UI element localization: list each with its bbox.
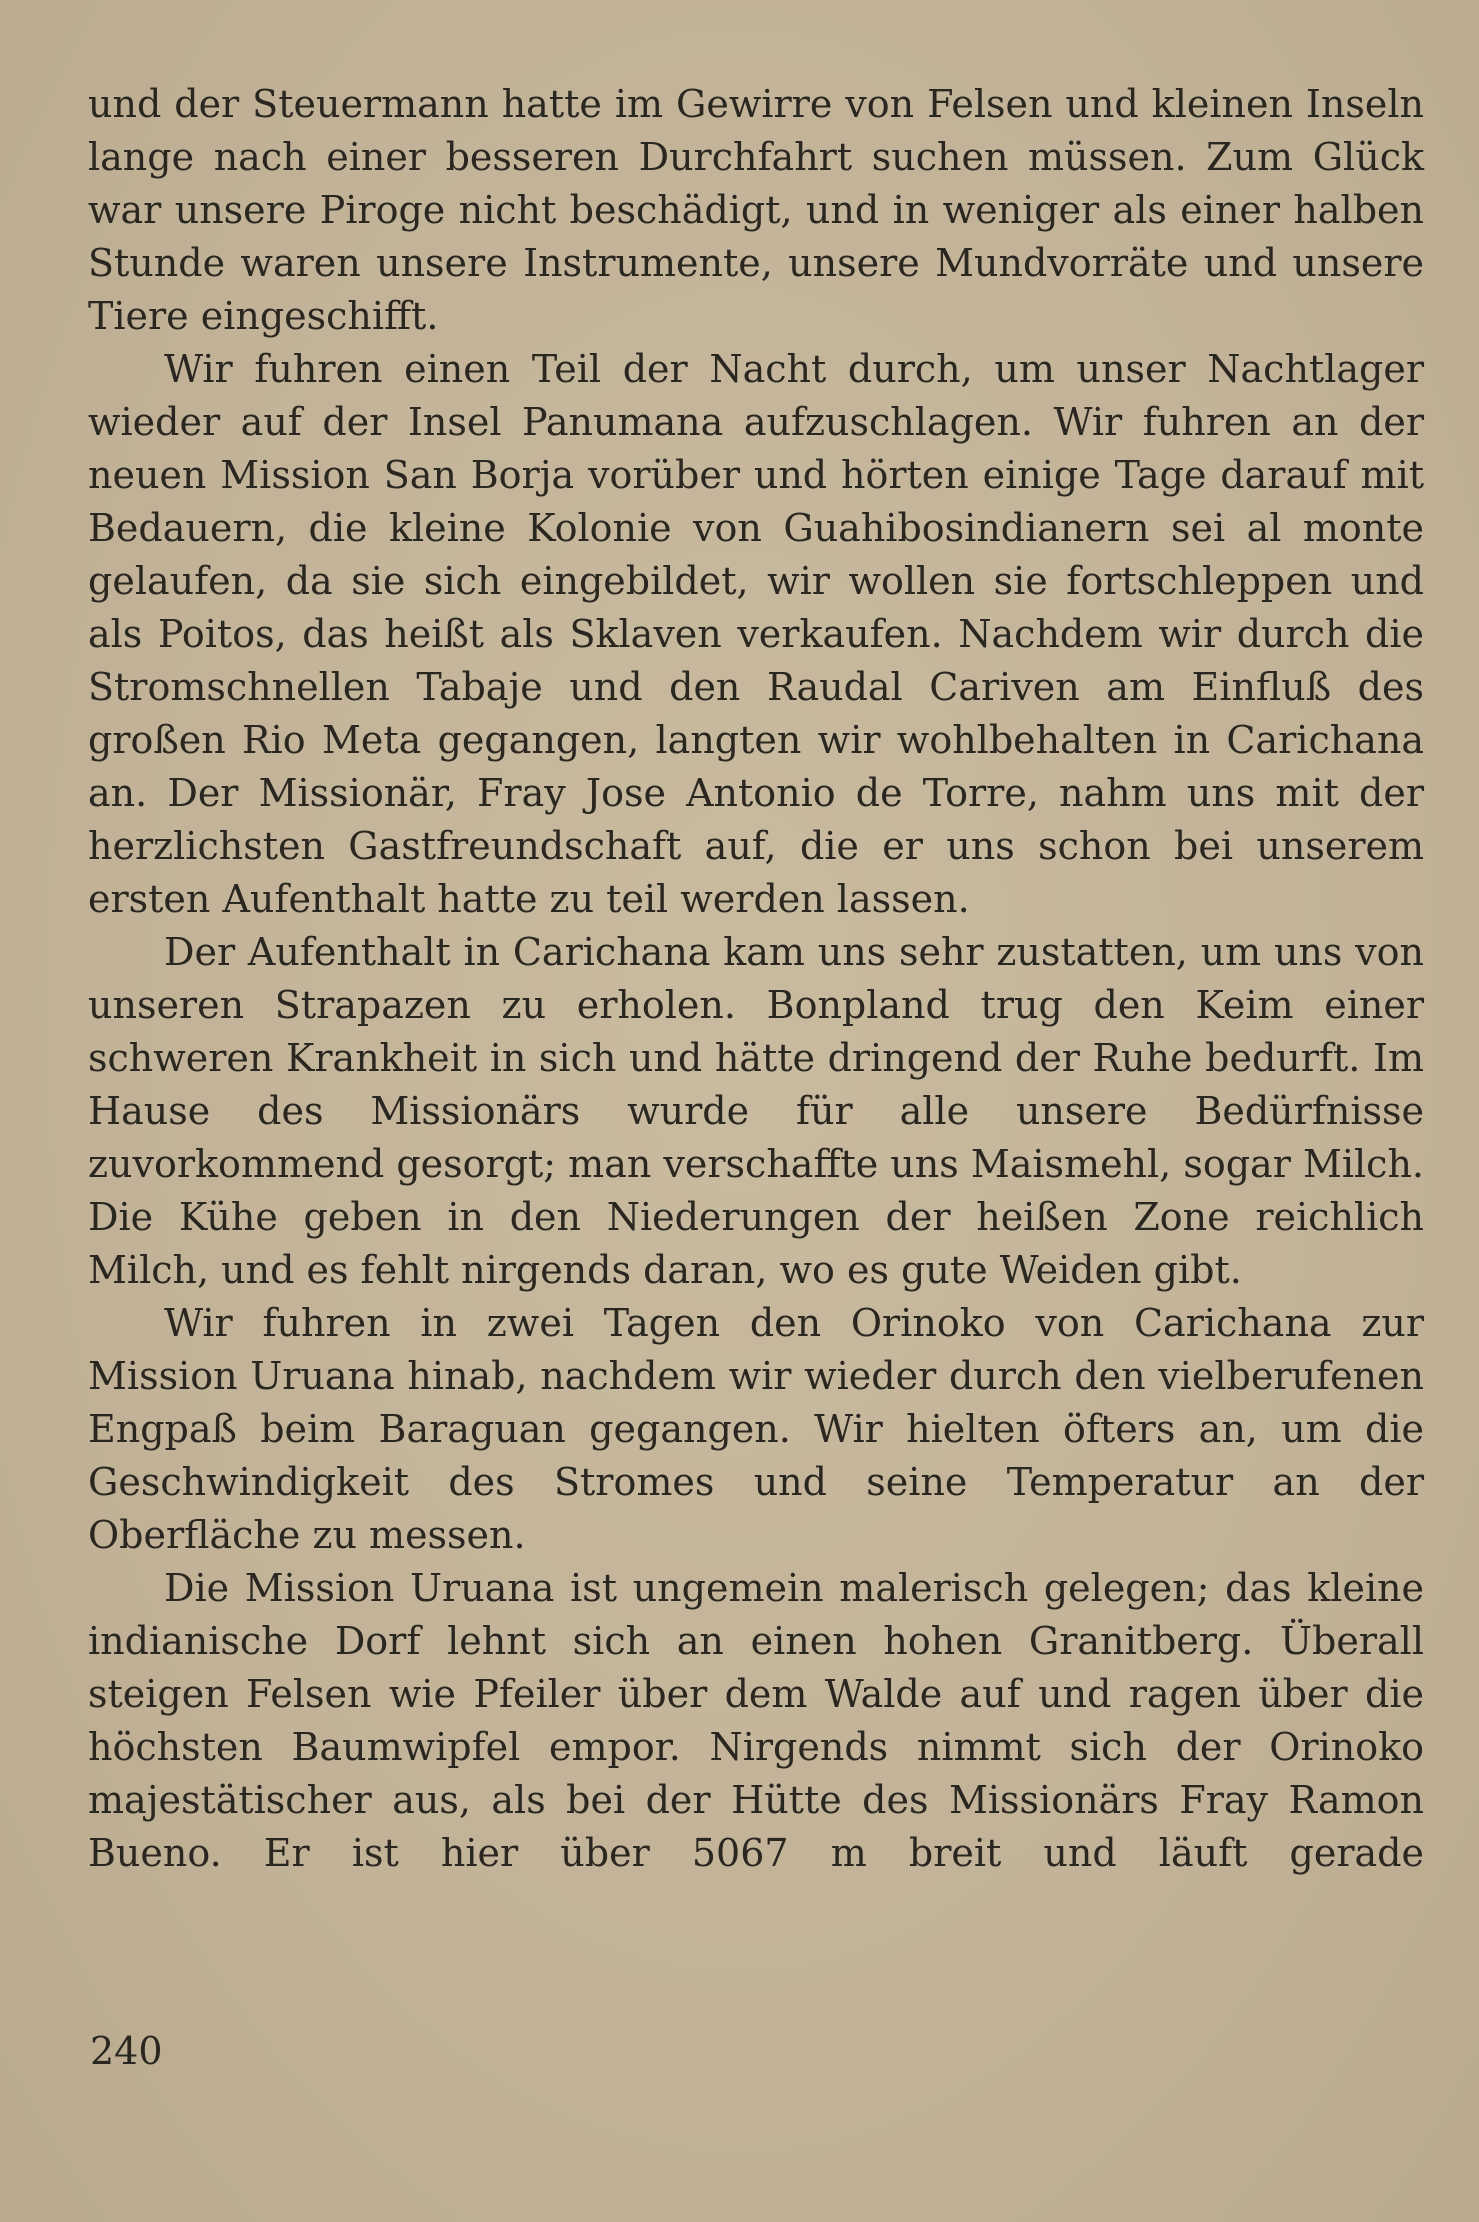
paragraph-5: Die Mission Uruana ist ungemein malerisch gelegen; das kleine indianische Dorf lehnt sich an einen hohen Granitberg. Überall steigen Felsen wie Pfeiler über dem Walde auf und ragen über die höchsten Baumwipfel empor. Nirgends nimmt sich der Orinoko majestätischer aus, als bei der Hütte des Missionärs Fray Ramon Bueno. Er ist hier über 5067 m breit und läuft gerade — [88, 1566, 1424, 1875]
paragraph-2: Wir fuhren einen Teil der Nacht durch, um unser Nachtlager wieder auf der Insel Panumana aufzuschlagen. Wir fuhren an der neuen Mission San Borja vorüber und hörten einige Tage darauf mit Bedauern, die kleine Kolonie von Guahibosindianern sei al monte gelaufen, da sie sich eingebildet, wir wollen sie fortschleppen und als Poitos, das heißt als Sklaven verkaufen. Nachdem wir durch die Stromschnellen Tabaje und den Raudal Cariven am Einfluß des großen Rio Meta gegangen, langten wir wohlbehalten in Carichana an. Der Missionär, Fray Jose Antonio de Torre, nahm uns mit der herzlichsten Gastfreundschaft auf, die er uns schon bei unserem ersten Aufenthalt hatte zu teil werden lassen. — [88, 347, 1424, 921]
paragraph-3: Der Aufenthalt in Carichana kam uns sehr zustatten, um uns von unseren Strapazen zu erholen. Bonpland trug den Keim einer schweren Krankheit in sich und hätte dringend der Ruhe bedurft. Im Hause des Missionärs wurde für alle unsere Bedürfnisse zuvorkommend gesorgt; man verschaffte uns Maismehl, sogar Milch. Die Kühe geben in den Niederungen der heißen Zone reichlich Milch, und es fehlt nirgends daran, wo es gute Weiden gibt. — [88, 930, 1424, 1292]
paragraph-4: Wir fuhren in zwei Tagen den Orinoko von Carichana zur Mission Uruana hinab, nachdem wir wieder durch den vielberufenen Engpaß beim Baraguan gegangen. Wir hielten öfters an, um die Geschwindigkeit des Stromes und seine Temperatur an der Oberfläche zu messen. — [88, 1301, 1424, 1557]
body-text — [88, 78, 1424, 1880]
page-number: 240 — [90, 2029, 163, 2073]
paragraph-1: und der Steuermann hatte im Gewirre von Felsen und kleinen Inseln lange nach einer besseren Durchfahrt suchen müssen. Zum Glück war unsere Piroge nicht beschädigt, und in weniger als einer halben Stunde waren unsere Instrumente, unsere Mundvorräte und unsere Tiere eingeschifft. — [88, 82, 1424, 338]
